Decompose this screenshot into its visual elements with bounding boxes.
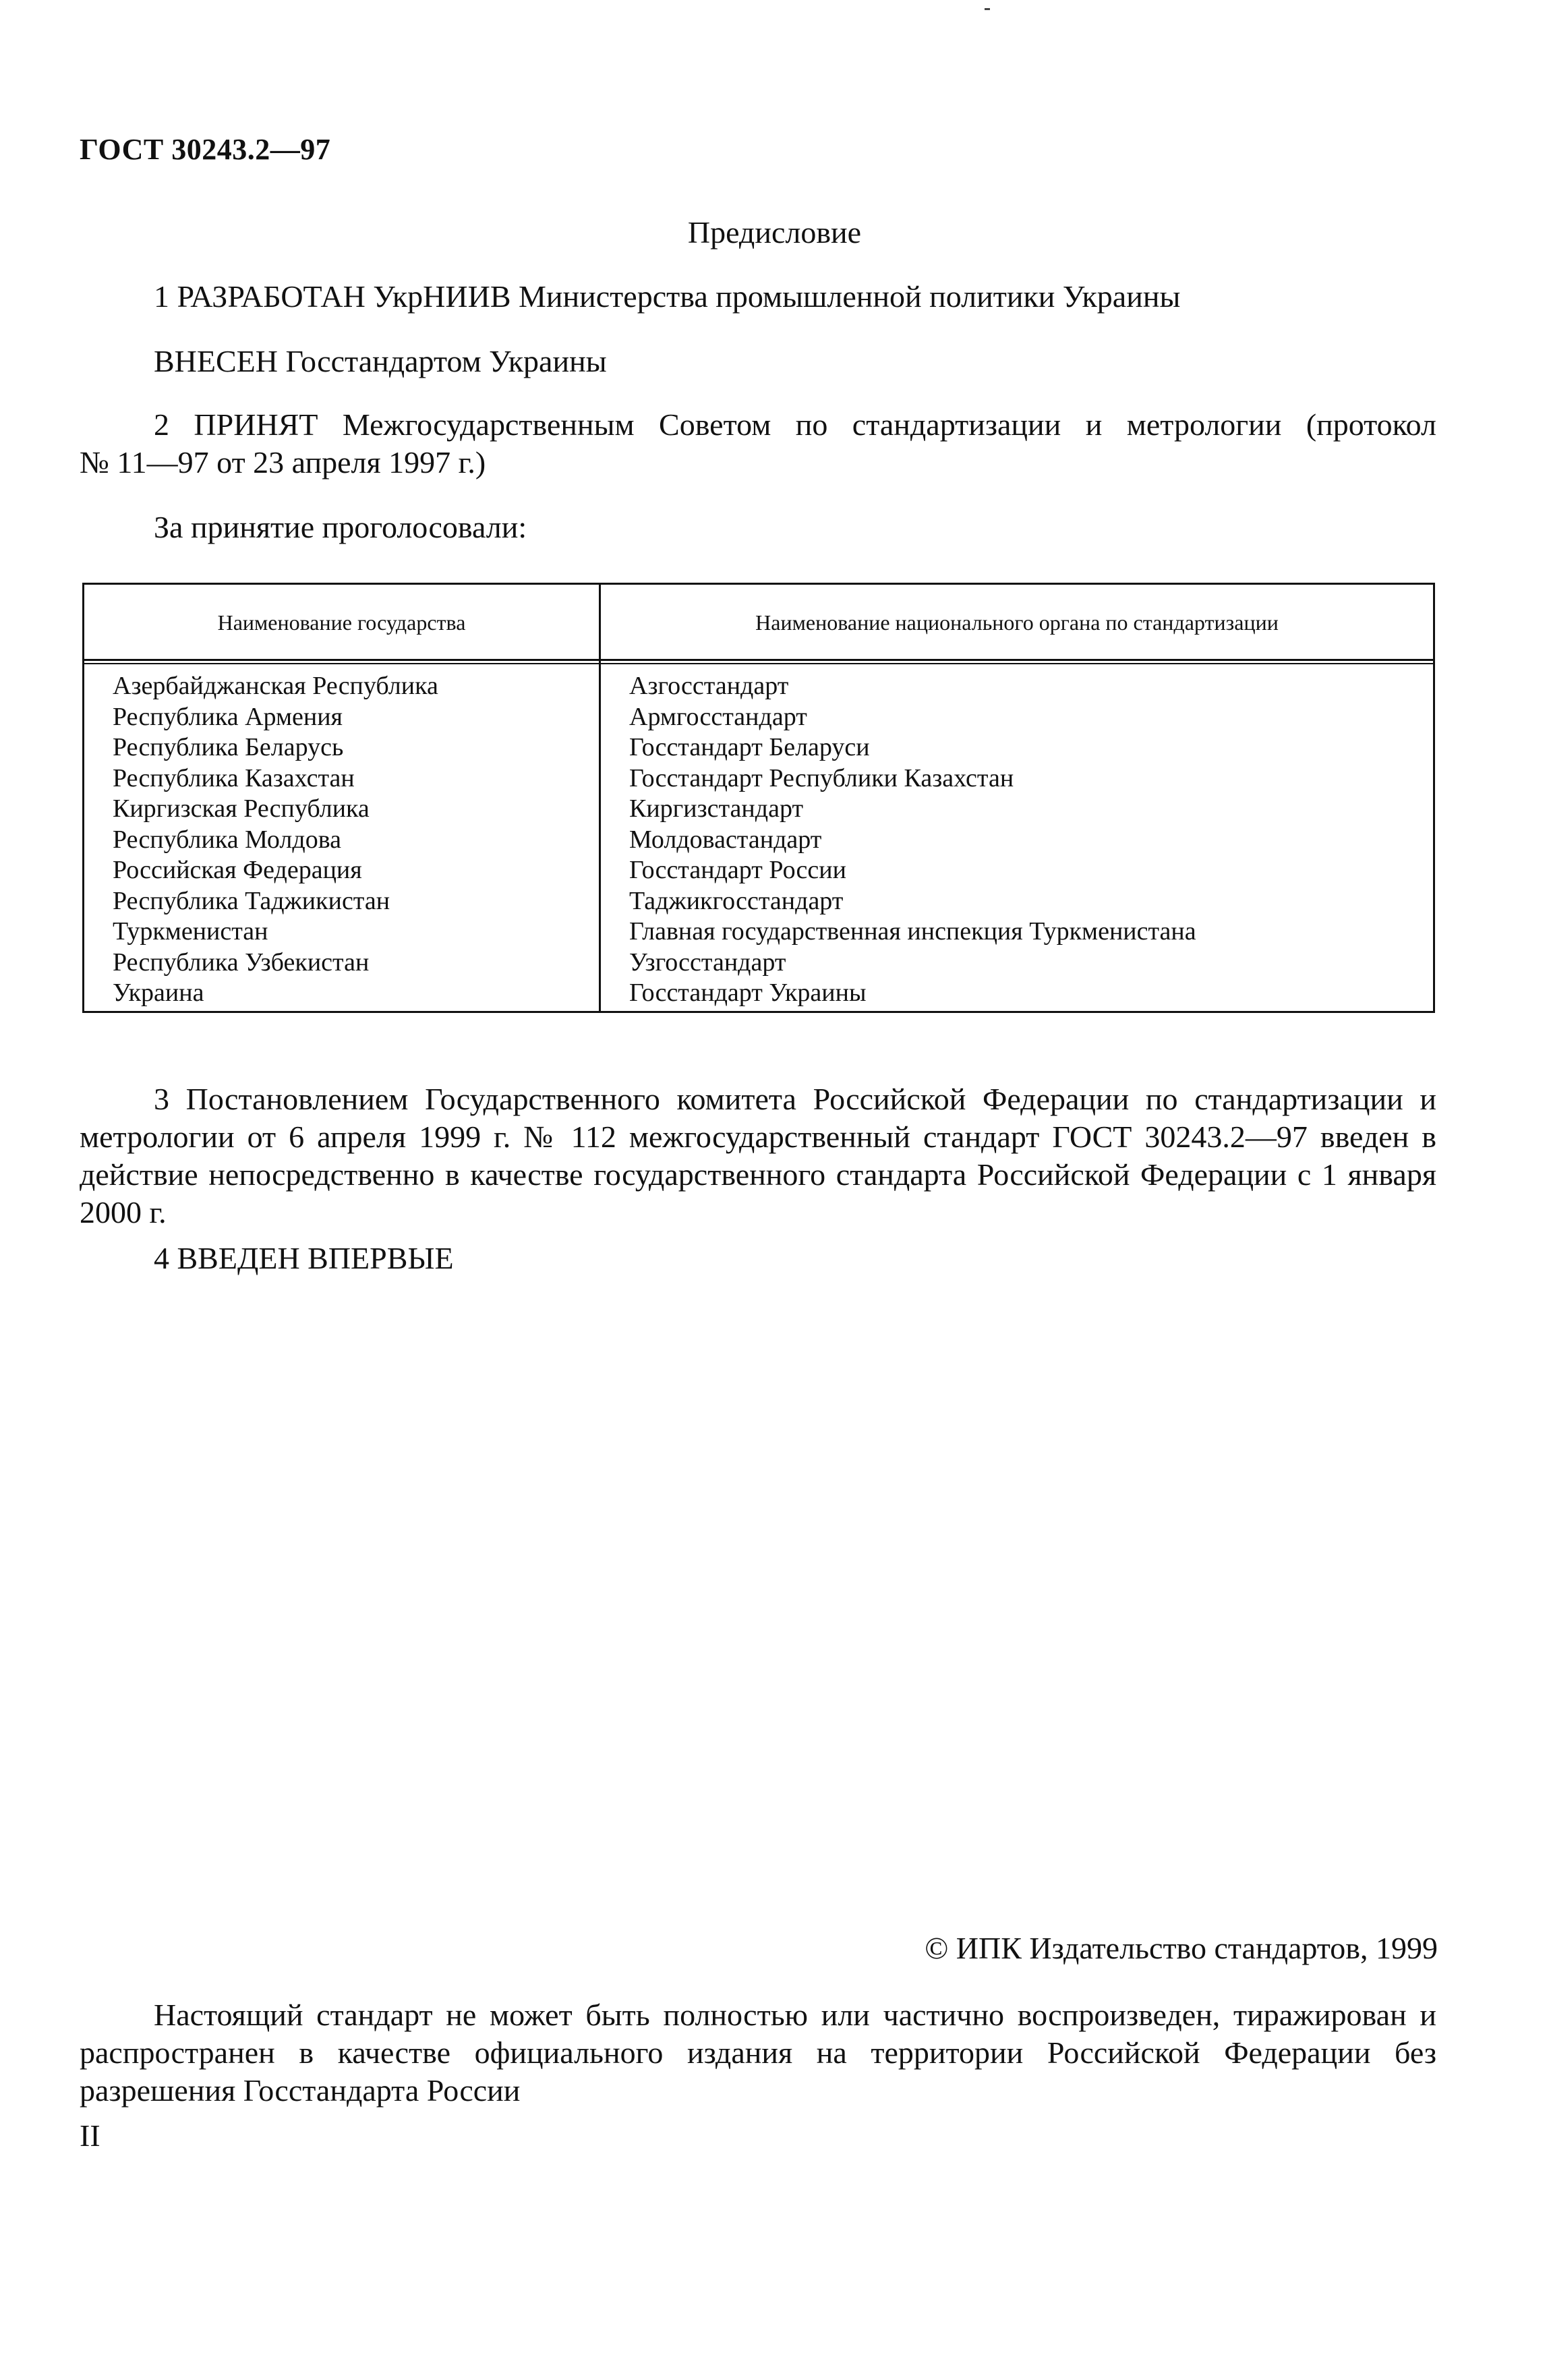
table-cell: Республика Казахстан <box>113 763 355 792</box>
table-cell: Республика Беларусь <box>113 733 344 761</box>
table-cell: Азгосстандарт <box>629 672 789 700</box>
paragraph-voted-for: За принятие проголосовали: <box>154 510 527 544</box>
table-cell: Республика Узбекистан <box>113 948 370 977</box>
table-header-national-body: Наименование национального органа по стандартизации <box>755 610 1279 635</box>
scan-mark <box>985 8 990 10</box>
word: (протокол <box>1306 407 1436 442</box>
word: по <box>795 407 828 442</box>
word: и <box>1085 407 1103 442</box>
paragraph-adopted-by <box>80 406 1436 482</box>
table-cell: Киргизская Республика <box>113 794 370 823</box>
table-cell: Республика Молдова <box>113 825 342 854</box>
table-cell: Госстандарт России <box>629 856 846 884</box>
paragraph-introduced-by: ВНЕСЕН Госстандартом Украины <box>154 344 607 378</box>
voting-table <box>82 583 1435 1013</box>
word: Советом <box>659 407 771 442</box>
table-column-divider <box>599 585 601 1011</box>
table-header-state: Наименование государства <box>217 610 466 635</box>
table-cell: Республика Армения <box>113 702 343 731</box>
table-cell: Украина <box>113 979 204 1007</box>
table-cell: Армгосстандарт <box>629 702 807 731</box>
table-cell: Госстандарт Республики Казахстан <box>629 763 1014 792</box>
reproduction-notice: Настоящий стандарт не может быть полностью или частично воспроизведен, тиражирован и распространен в качестве официального издания на территории Российской Федерации без разрешения Госстандарта России <box>80 1998 1436 2108</box>
word: Межгосударственным <box>342 407 635 442</box>
page-number: II <box>80 2118 100 2153</box>
word: стандартизации <box>852 407 1061 442</box>
paragraph-first-introduced: 4 ВВЕДЕН ВПЕРВЫЕ <box>154 1241 454 1275</box>
word: ПРИНЯТ <box>194 407 318 442</box>
table-header-divider <box>84 659 1433 661</box>
table-header-divider <box>84 663 1433 664</box>
table-cell: Киргизстандарт <box>629 794 804 823</box>
table-cell: Госстандарт Украины <box>629 979 867 1007</box>
table-cell: Туркменистан <box>113 917 268 946</box>
table-cell: Азербайджанская Республика <box>113 672 438 700</box>
table-cell: Российская Федерация <box>113 856 362 884</box>
word: метрологии <box>1126 407 1282 442</box>
table-column-states <box>113 671 438 1009</box>
table-cell: Узгосстандарт <box>629 948 786 977</box>
table-cell: Госстандарт Беларуси <box>629 733 870 761</box>
table-cell: Главная государственная инспекция Туркменистана <box>629 917 1196 946</box>
table-cell: Республика Таджикистан <box>113 886 390 915</box>
paragraph-adopted-first-line <box>80 406 1436 444</box>
paragraph-resolution: 3 Постановлением Государственного комитета Российской Федерации по стандартизации и метрологии от 6 апреля 1999 г. № 112 межгосударственный стандарт ГОСТ 30243.2—97 введен в действие непосредственно в качестве государственного стандарта Российской Федерации с 1 января 2000 г. <box>80 1082 1436 1229</box>
copyright: © ИПК Издательство стандартов, 1999 <box>925 1931 1438 1965</box>
paragraph-developed-by: 1 РАЗРАБОТАН УкрНИИВ Министерства промышленной политики Украины <box>154 279 1181 314</box>
paragraph-adopted-second-line: № 11—97 от 23 апреля 1997 г.) <box>80 445 486 480</box>
table-column-bodies <box>629 671 1196 1009</box>
table-cell: Молдовастандарт <box>629 825 822 854</box>
table-cell: Таджикгосстандарт <box>629 886 844 915</box>
word: 2 <box>154 407 169 442</box>
document-code: ГОСТ 30243.2—97 <box>80 133 331 166</box>
page-title: Предисловие <box>687 215 862 250</box>
